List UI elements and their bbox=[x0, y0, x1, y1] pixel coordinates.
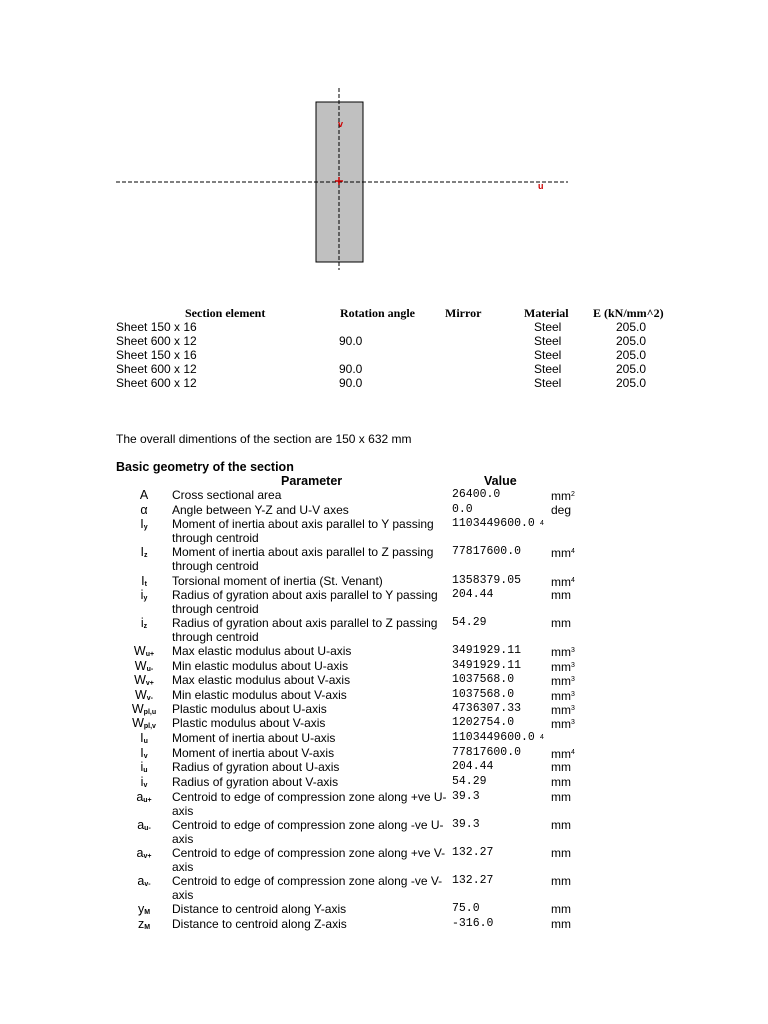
parameter-description: Centroid to edge of compression zone along +ve U-axis bbox=[172, 790, 447, 818]
cell-material: Steel bbox=[534, 348, 562, 362]
parameter-symbol: $I_t$ bbox=[141, 574, 147, 588]
parameter-symbol: $i_z$ bbox=[140, 616, 148, 630]
parameter-unit: $mm^4$ bbox=[551, 575, 575, 589]
header-material: Material bbox=[524, 306, 569, 320]
cell-material: Steel bbox=[534, 376, 562, 390]
parameter-description: Moment of inertia about axis parallel to Y passing through centroid bbox=[172, 517, 434, 545]
cell-element: Sheet 150 x 16 bbox=[116, 320, 197, 334]
parameter-unit: $mm^3$ bbox=[551, 703, 575, 717]
parameter-description: Min elastic modulus about V-axis bbox=[172, 688, 347, 702]
parameter-description: Torsional moment of inertia (St. Venant) bbox=[172, 574, 383, 588]
parameter-description: Max elastic modulus about U-axis bbox=[172, 644, 352, 658]
parameter-unit: $mm^3$ bbox=[551, 717, 575, 731]
parameter-description: Radius of gyration about V-axis bbox=[172, 775, 339, 789]
cell-material: Steel bbox=[534, 334, 562, 348]
header-mirror: Mirror bbox=[445, 306, 482, 320]
parameter-symbol: $a_{v-}$ bbox=[137, 874, 151, 888]
parameter-unit: $mm^3$ bbox=[551, 689, 575, 703]
parameter-unit: mm bbox=[551, 874, 571, 888]
parameter-value: 54.29 bbox=[452, 775, 487, 788]
cell-element: Sheet 600 x 12 bbox=[116, 362, 197, 376]
parameter-value: 1037568.0 bbox=[452, 688, 515, 701]
parameter-value: 204.44 bbox=[452, 760, 494, 773]
parameter-value: 1037568.0 bbox=[452, 673, 515, 686]
parameter-description: Centroid to edge of compression zone along -ve V-axis bbox=[172, 874, 443, 902]
parameter-symbol: $i_y$ bbox=[140, 588, 148, 602]
cell-material: Steel bbox=[534, 320, 562, 334]
parameter-description: Centroid to edge of compression zone along +ve V-axis bbox=[172, 846, 446, 874]
parameter-symbol: $W_{v+}$ bbox=[134, 673, 154, 687]
parameter-symbol: $I_z$ bbox=[140, 545, 148, 559]
parameter-symbol: $W_{u+}$ bbox=[133, 644, 155, 658]
parameter-symbol: $W_{u-}$ bbox=[134, 659, 154, 673]
table-row bbox=[0, 362, 768, 376]
parameter-description: Moment of inertia about V-axis bbox=[172, 746, 335, 760]
parameter-symbol: $a_{v+}$ bbox=[136, 846, 152, 860]
parameter-unit: mm bbox=[551, 588, 571, 602]
parameter-description: Distance to centroid along Z-axis bbox=[172, 917, 347, 931]
parameter-value: 1202754.0 bbox=[452, 716, 515, 729]
cell-rotation: 90.0 bbox=[339, 334, 363, 348]
parameter-description: Angle between Y-Z and U-V axes bbox=[172, 503, 349, 517]
parameter-symbol: $a_{u+}$ bbox=[136, 790, 152, 804]
parameter-description: Moment of inertia about U-axis bbox=[172, 731, 336, 745]
overall-dimensions-text: The overall dimentions of the section are 150 x 632 mm bbox=[116, 432, 412, 446]
col-header-parameter: Parameter bbox=[281, 474, 343, 488]
parameter-value: 1358379.05 bbox=[452, 574, 522, 587]
parameter-value: 39.3 bbox=[452, 790, 480, 803]
parameter-unit: deg bbox=[551, 503, 572, 517]
table-row bbox=[0, 376, 768, 390]
parameter-value: 77817600.0 bbox=[452, 545, 522, 558]
parameter-unit: $mm^4$ bbox=[551, 747, 575, 761]
parameter-value: 1103449600.0 bbox=[452, 731, 535, 744]
cell-e-modulus: 205.0 bbox=[616, 376, 647, 390]
parameter-description: Radius of gyration about axis parallel to Y passing through centroid bbox=[172, 588, 438, 616]
parameter-value: 132.27 bbox=[452, 874, 494, 887]
parameter-symbol: $y_M$ bbox=[137, 902, 151, 916]
parameter-description: Distance to centroid along Y-axis bbox=[172, 902, 347, 916]
header-rotation-angle: Rotation angle bbox=[340, 306, 415, 320]
parameter-value: 77817600.0 bbox=[452, 746, 522, 759]
parameter-unit: $mm^3$ bbox=[551, 674, 575, 688]
parameter-unit: 4 bbox=[540, 734, 544, 741]
u-axis-label: u bbox=[538, 181, 544, 191]
parameter-description: Moment of inertia about axis parallel to Z passing through centroid bbox=[172, 545, 434, 573]
cell-e-modulus: 205.0 bbox=[616, 348, 647, 362]
parameter-symbol: $W_{pl,u}$ bbox=[131, 702, 157, 716]
parameter-symbol: $I_v$ bbox=[140, 746, 148, 760]
parameter-symbol: $a_{u-}$ bbox=[137, 818, 151, 832]
parameter-description: Min elastic modulus about U-axis bbox=[172, 659, 349, 673]
parameter-unit: $mm^2$ bbox=[551, 489, 575, 503]
parameter-symbol: α bbox=[140, 503, 148, 517]
parameter-value: 3491929.11 bbox=[452, 659, 522, 672]
parameter-description: Plastic modulus about V-axis bbox=[172, 716, 326, 730]
parameter-value: -316.0 bbox=[452, 917, 494, 930]
parameter-unit: mm bbox=[551, 846, 571, 860]
parameter-value: 3491929.11 bbox=[452, 644, 522, 657]
parameter-value: 54.29 bbox=[452, 616, 487, 629]
parameter-value: 1103449600.0 bbox=[452, 517, 535, 530]
parameter-unit: $mm^3$ bbox=[551, 645, 575, 659]
cell-element: Sheet 150 x 16 bbox=[116, 348, 197, 362]
parameter-symbol: $i_u$ bbox=[140, 760, 148, 774]
parameter-value: 132.27 bbox=[452, 846, 494, 859]
parameter-symbol: $I_u$ bbox=[140, 731, 148, 745]
table-row bbox=[0, 348, 768, 362]
parameter-description: Cross sectional area bbox=[172, 488, 282, 502]
section-diagram bbox=[0, 0, 768, 300]
cell-element: Sheet 600 x 12 bbox=[116, 334, 197, 348]
parameter-symbol: $i_v$ bbox=[140, 775, 148, 789]
parameter-unit: mm bbox=[551, 917, 571, 931]
cell-e-modulus: 205.0 bbox=[616, 320, 647, 334]
parameter-symbol: $W_{pl,v}$ bbox=[132, 716, 156, 730]
table-row bbox=[0, 320, 768, 334]
parameter-symbol: $I_y$ bbox=[140, 517, 148, 531]
parameter-unit: mm bbox=[551, 818, 571, 832]
cell-e-modulus: 205.0 bbox=[616, 362, 647, 376]
cell-e-modulus: 205.0 bbox=[616, 334, 647, 348]
parameter-unit: $mm^3$ bbox=[551, 660, 575, 674]
cell-material: Steel bbox=[534, 362, 562, 376]
cell-element: Sheet 600 x 12 bbox=[116, 376, 197, 390]
parameter-unit: mm bbox=[551, 616, 571, 630]
parameter-value: 204.44 bbox=[452, 588, 494, 601]
parameter-description: Max elastic modulus about V-axis bbox=[172, 673, 351, 687]
parameter-value: 75.0 bbox=[452, 902, 480, 915]
parameter-unit: $mm^4$ bbox=[551, 546, 575, 560]
parameter-unit: mm bbox=[551, 902, 571, 916]
parameter-value: 0.0 bbox=[452, 503, 473, 516]
parameter-description: Plastic modulus about U-axis bbox=[172, 702, 327, 716]
col-header-value: Value bbox=[484, 474, 517, 488]
parameter-unit: mm bbox=[551, 790, 571, 804]
parameter-value: 4736307.33 bbox=[452, 702, 522, 715]
parameter-description: Radius of gyration about axis parallel to Z passing through centroid bbox=[172, 616, 438, 644]
geometry-title: Basic geometry of the section bbox=[116, 460, 294, 474]
parameter-unit: mm bbox=[551, 760, 571, 774]
parameter-description: Radius of gyration about U-axis bbox=[172, 760, 340, 774]
cell-rotation: 90.0 bbox=[339, 362, 363, 376]
v-axis-label: v bbox=[338, 119, 344, 129]
table-row bbox=[0, 334, 768, 348]
header-e-modulus: E (kN/mm^2) bbox=[593, 306, 664, 320]
parameter-symbol: A bbox=[139, 488, 149, 502]
parameter-symbol: $z_M$ bbox=[137, 917, 151, 931]
parameter-description: Centroid to edge of compression zone along -ve U-axis bbox=[172, 818, 444, 846]
parameter-value: 26400.0 bbox=[452, 488, 501, 501]
parameter-unit: 4 bbox=[540, 520, 544, 527]
header-section-element: Section element bbox=[185, 306, 266, 320]
cell-rotation: 90.0 bbox=[339, 376, 363, 390]
parameter-symbol: $W_{v-}$ bbox=[134, 688, 154, 702]
parameter-unit: mm bbox=[551, 775, 571, 789]
parameter-value: 39.3 bbox=[452, 818, 480, 831]
